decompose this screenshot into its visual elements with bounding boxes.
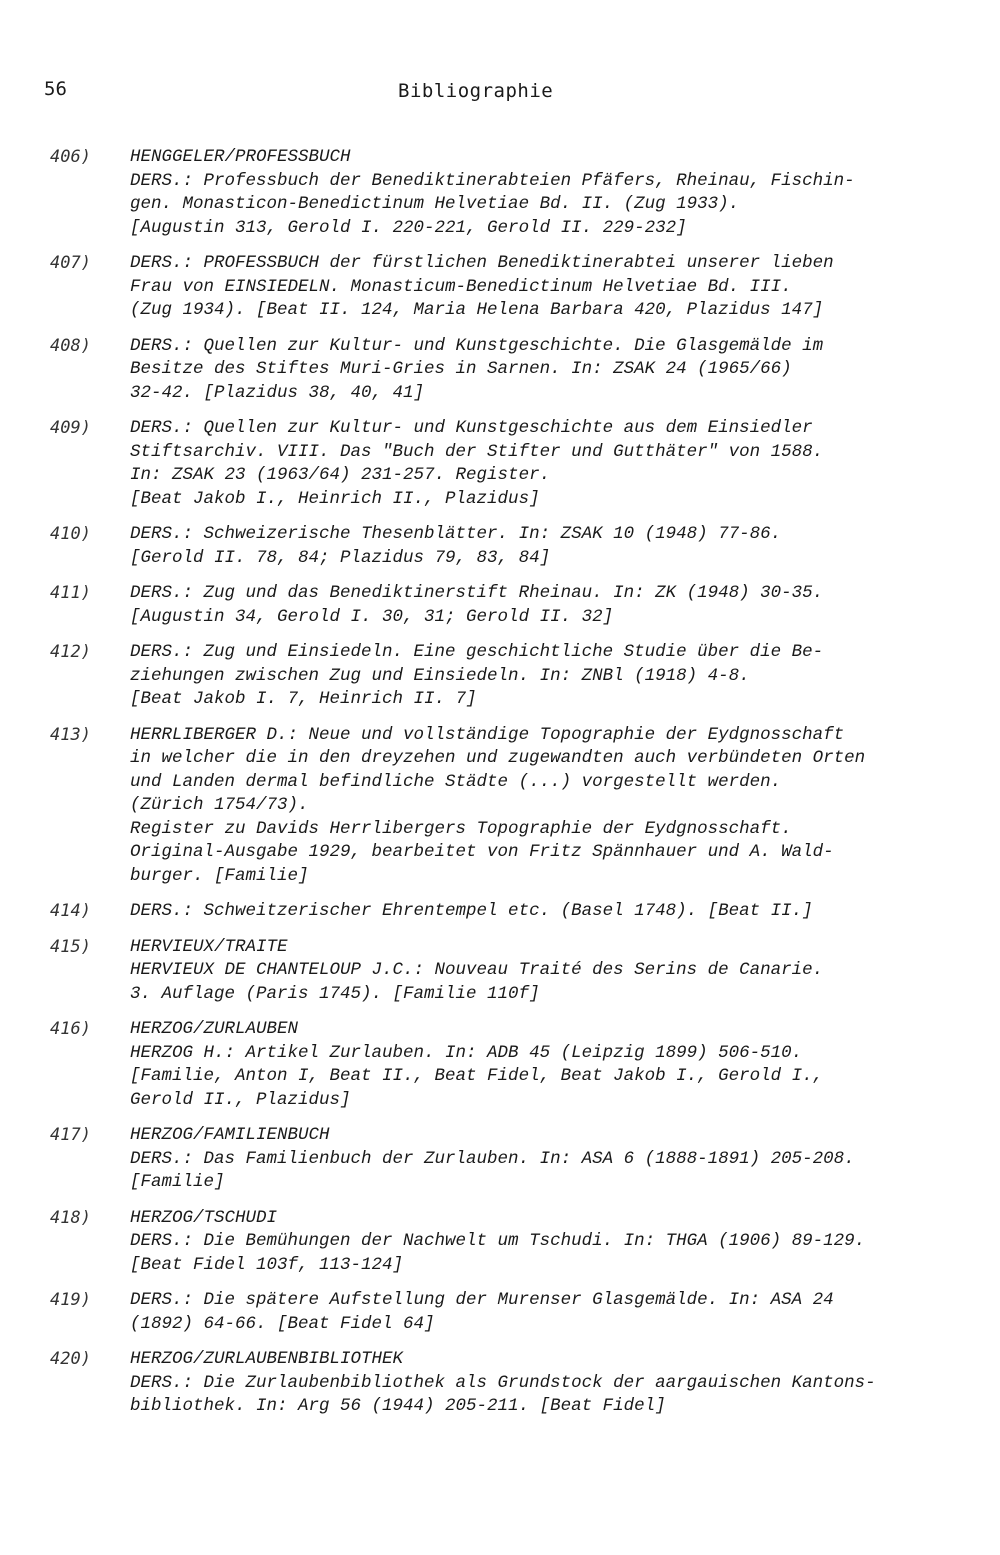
entry-line: HERVIEUX DE CHANTELOUP J.C.: Nouveau Traité des Serins de Canarie. [130,960,824,980]
entry-line: (1892) 64-66. [Beat Fidel 64] [130,1313,435,1334]
entry-text [130,900,940,924]
entry-line: [Familie] [130,1172,225,1192]
entry-number: 406) [50,147,91,167]
entry-line: DERS.: Das Familienbuch der Zurlauben. In: ASA 6 (1888-1891) 205-208. [130,1148,855,1169]
entry-line: DERS.: Quellen zur Kultur- und Kunstgeschichte aus dem Einsiedler [130,418,813,438]
entry-line: in welcher die in den dreyzehen und zugewandten auch verbündeten Orten [130,748,866,768]
entry-line: 3. Auflage (Paris 1745). [Familie 110f] [130,983,540,1004]
bibliography-entry [0,523,1000,570]
entry-number: 414) [50,901,91,921]
entry-line: ziehungen zwischen Zug und Einsiedeln. In: ZNBl (1918) 4-8. [130,665,750,686]
entry-line: bibliothek. In: Arg 56 (1944) 205-211. [Beat Fidel] [130,1396,666,1416]
entry-line: DERS.: Schweizerische Thesenblätter. In: ZSAK 10 (1948) 77-86. [130,524,782,544]
bibliography-entry [0,335,1000,406]
bibliography-entry [0,417,1000,511]
entry-text [130,523,940,570]
entry-line: burger. [Familie] [130,865,309,886]
entry-line: HERZOG/TSCHUDI [130,1207,278,1228]
entry-line: Gerold II., Plazidus] [130,1089,351,1110]
entry-text [130,1018,940,1112]
entry-line: DERS.: Die Zurlaubenbibliothek als Grundstock der aargauischen Kantons- [130,1372,876,1393]
entry-number: 415) [50,936,91,957]
entry-line: DERS.: Zug und das Benediktinerstift Rheinau. In: ZK (1948) 30-35. [130,583,824,603]
entry-line: und Landen dermal befindliche Städte (...) vorgestellt werden. [130,771,782,792]
entry-text [130,146,940,240]
entry-text [130,417,940,511]
entry-number: 407) [50,253,91,273]
running-title: Bibliographie [398,80,554,102]
bibliography-entry [0,1018,1000,1112]
entry-line: HERVIEUX/TRAITE [130,936,288,957]
entry-number: 408) [50,335,91,356]
bibliography-entry [0,1348,1000,1419]
entry-line: DERS.: Quellen zur Kultur- und Kunstgeschichte. Die Glasgemälde im [130,335,824,356]
entry-text [130,1207,940,1278]
entry-line: Frau von EINSIEDELN. Monasticum-Benedictinum Helvetiae Bd. III. [130,276,792,297]
bibliography-entry [0,1289,1000,1336]
entry-line: HERZOG/FAMILIENBUCH [130,1125,330,1145]
entry-number: 409) [50,418,91,438]
entry-text [130,582,940,629]
entry-number: 413) [50,724,91,745]
page-number: 56 [44,78,67,100]
entry-line: HENGGELER/PROFESSBUCH [130,147,351,167]
entry-line: DERS.: Professbuch der Benediktinerabteien Pfäfers, Rheinau, Fischin- [130,170,855,191]
bibliography-entry [0,641,1000,712]
bibliography-entry [0,252,1000,323]
bibliography-entry [0,1207,1000,1278]
entry-text [130,1348,940,1419]
entry-line: (Zug 1934). [Beat II. 124, Maria Helena Barbara 420, Plazidus 147] [130,300,824,320]
entry-line: HERZOG H.: Artikel Zurlauben. In: ADB 45 (Leipzig 1899) 506-510. [130,1042,803,1063]
entry-number: 412) [50,642,91,662]
entry-number: 418) [50,1207,91,1228]
bibliography-list [0,146,1000,1431]
entry-line: [Familie, Anton I, Beat II., Beat Fidel, Beat Jakob I., Gerold I., [130,1066,824,1086]
entry-line: [Gerold II. 78, 84; Plazidus 79, 83, 84] [130,547,551,568]
entry-line: Stiftsarchiv. VIII. Das "Buch der Stifter und Gutthäter" von 1588. [130,441,824,462]
entry-number: 410) [50,524,91,544]
entry-text [130,641,940,712]
entry-line: (Zürich 1754/73). [130,795,309,815]
entry-text [130,1124,940,1195]
entry-line: gen. Monasticon-Benedictinum Helvetiae Bd. II. (Zug 1933). [130,194,740,214]
entry-line: HERZOG/ZURLAUBENBIBLIOTHEK [130,1349,404,1369]
entry-line: [Augustin 34, Gerold I. 30, 31; Gerold II. 32] [130,606,614,627]
entry-line: HERRLIBERGER D.: Neue und vollständige Topographie der Eydgnosschaft [130,724,845,745]
entry-line: DERS.: Zug und Einsiedeln. Eine geschichtliche Studie über die Be- [130,642,824,662]
entry-number: 411) [50,583,91,603]
entry-line: [Beat Jakob I., Heinrich II., Plazidus] [130,488,540,509]
bibliography-entry [0,936,1000,1007]
entry-text [130,724,940,889]
entry-text [130,252,940,323]
entry-line: DERS.: Die Bemühungen der Nachwelt um Tschudi. In: THGA (1906) 89-129. [130,1231,866,1251]
bibliography-entry [0,724,1000,889]
bibliography-entry [0,146,1000,240]
entry-line: Original-Ausgabe 1929, bearbeitet von Fritz Spännhauer und A. Wald- [130,842,834,862]
entry-line: Register zu Davids Herrlibergers Topographie der Eydgnosschaft. [130,818,792,839]
entry-line: DERS.: Schweitzerischer Ehrentempel etc. (Basel 1748). [Beat II.] [130,901,813,921]
entry-line: DERS.: PROFESSBUCH der fürstlichen Benediktinerabtei unserer lieben [130,253,834,273]
entry-text [130,1289,940,1336]
entry-number: 420) [50,1349,91,1369]
entry-line: HERZOG/ZURLAUBEN [130,1019,299,1039]
bibliography-entry [0,900,1000,924]
entry-line: In: ZSAK 23 (1963/64) 231-257. Register. [130,465,551,485]
entry-number: 417) [50,1125,91,1145]
entry-text [130,936,940,1007]
entry-number: 419) [50,1290,91,1310]
entry-text [130,335,940,406]
entry-line: Besitze des Stiftes Muri-Gries in Sarnen. In: ZSAK 24 (1965/66) [130,359,792,379]
entry-line: [Beat Jakob I. 7, Heinrich II. 7] [130,689,477,709]
bibliography-entry [0,582,1000,629]
entry-number: 416) [50,1019,91,1039]
bibliography-entry [0,1124,1000,1195]
entry-line: [Augustin 313, Gerold I. 220-221, Gerold II. 229-232] [130,217,687,238]
entry-line: [Beat Fidel 103f, 113-124] [130,1254,404,1275]
entry-line: 32-42. [Plazidus 38, 40, 41] [130,382,425,403]
entry-line: DERS.: Die spätere Aufstellung der Murenser Glasgemälde. In: ASA 24 [130,1290,834,1310]
